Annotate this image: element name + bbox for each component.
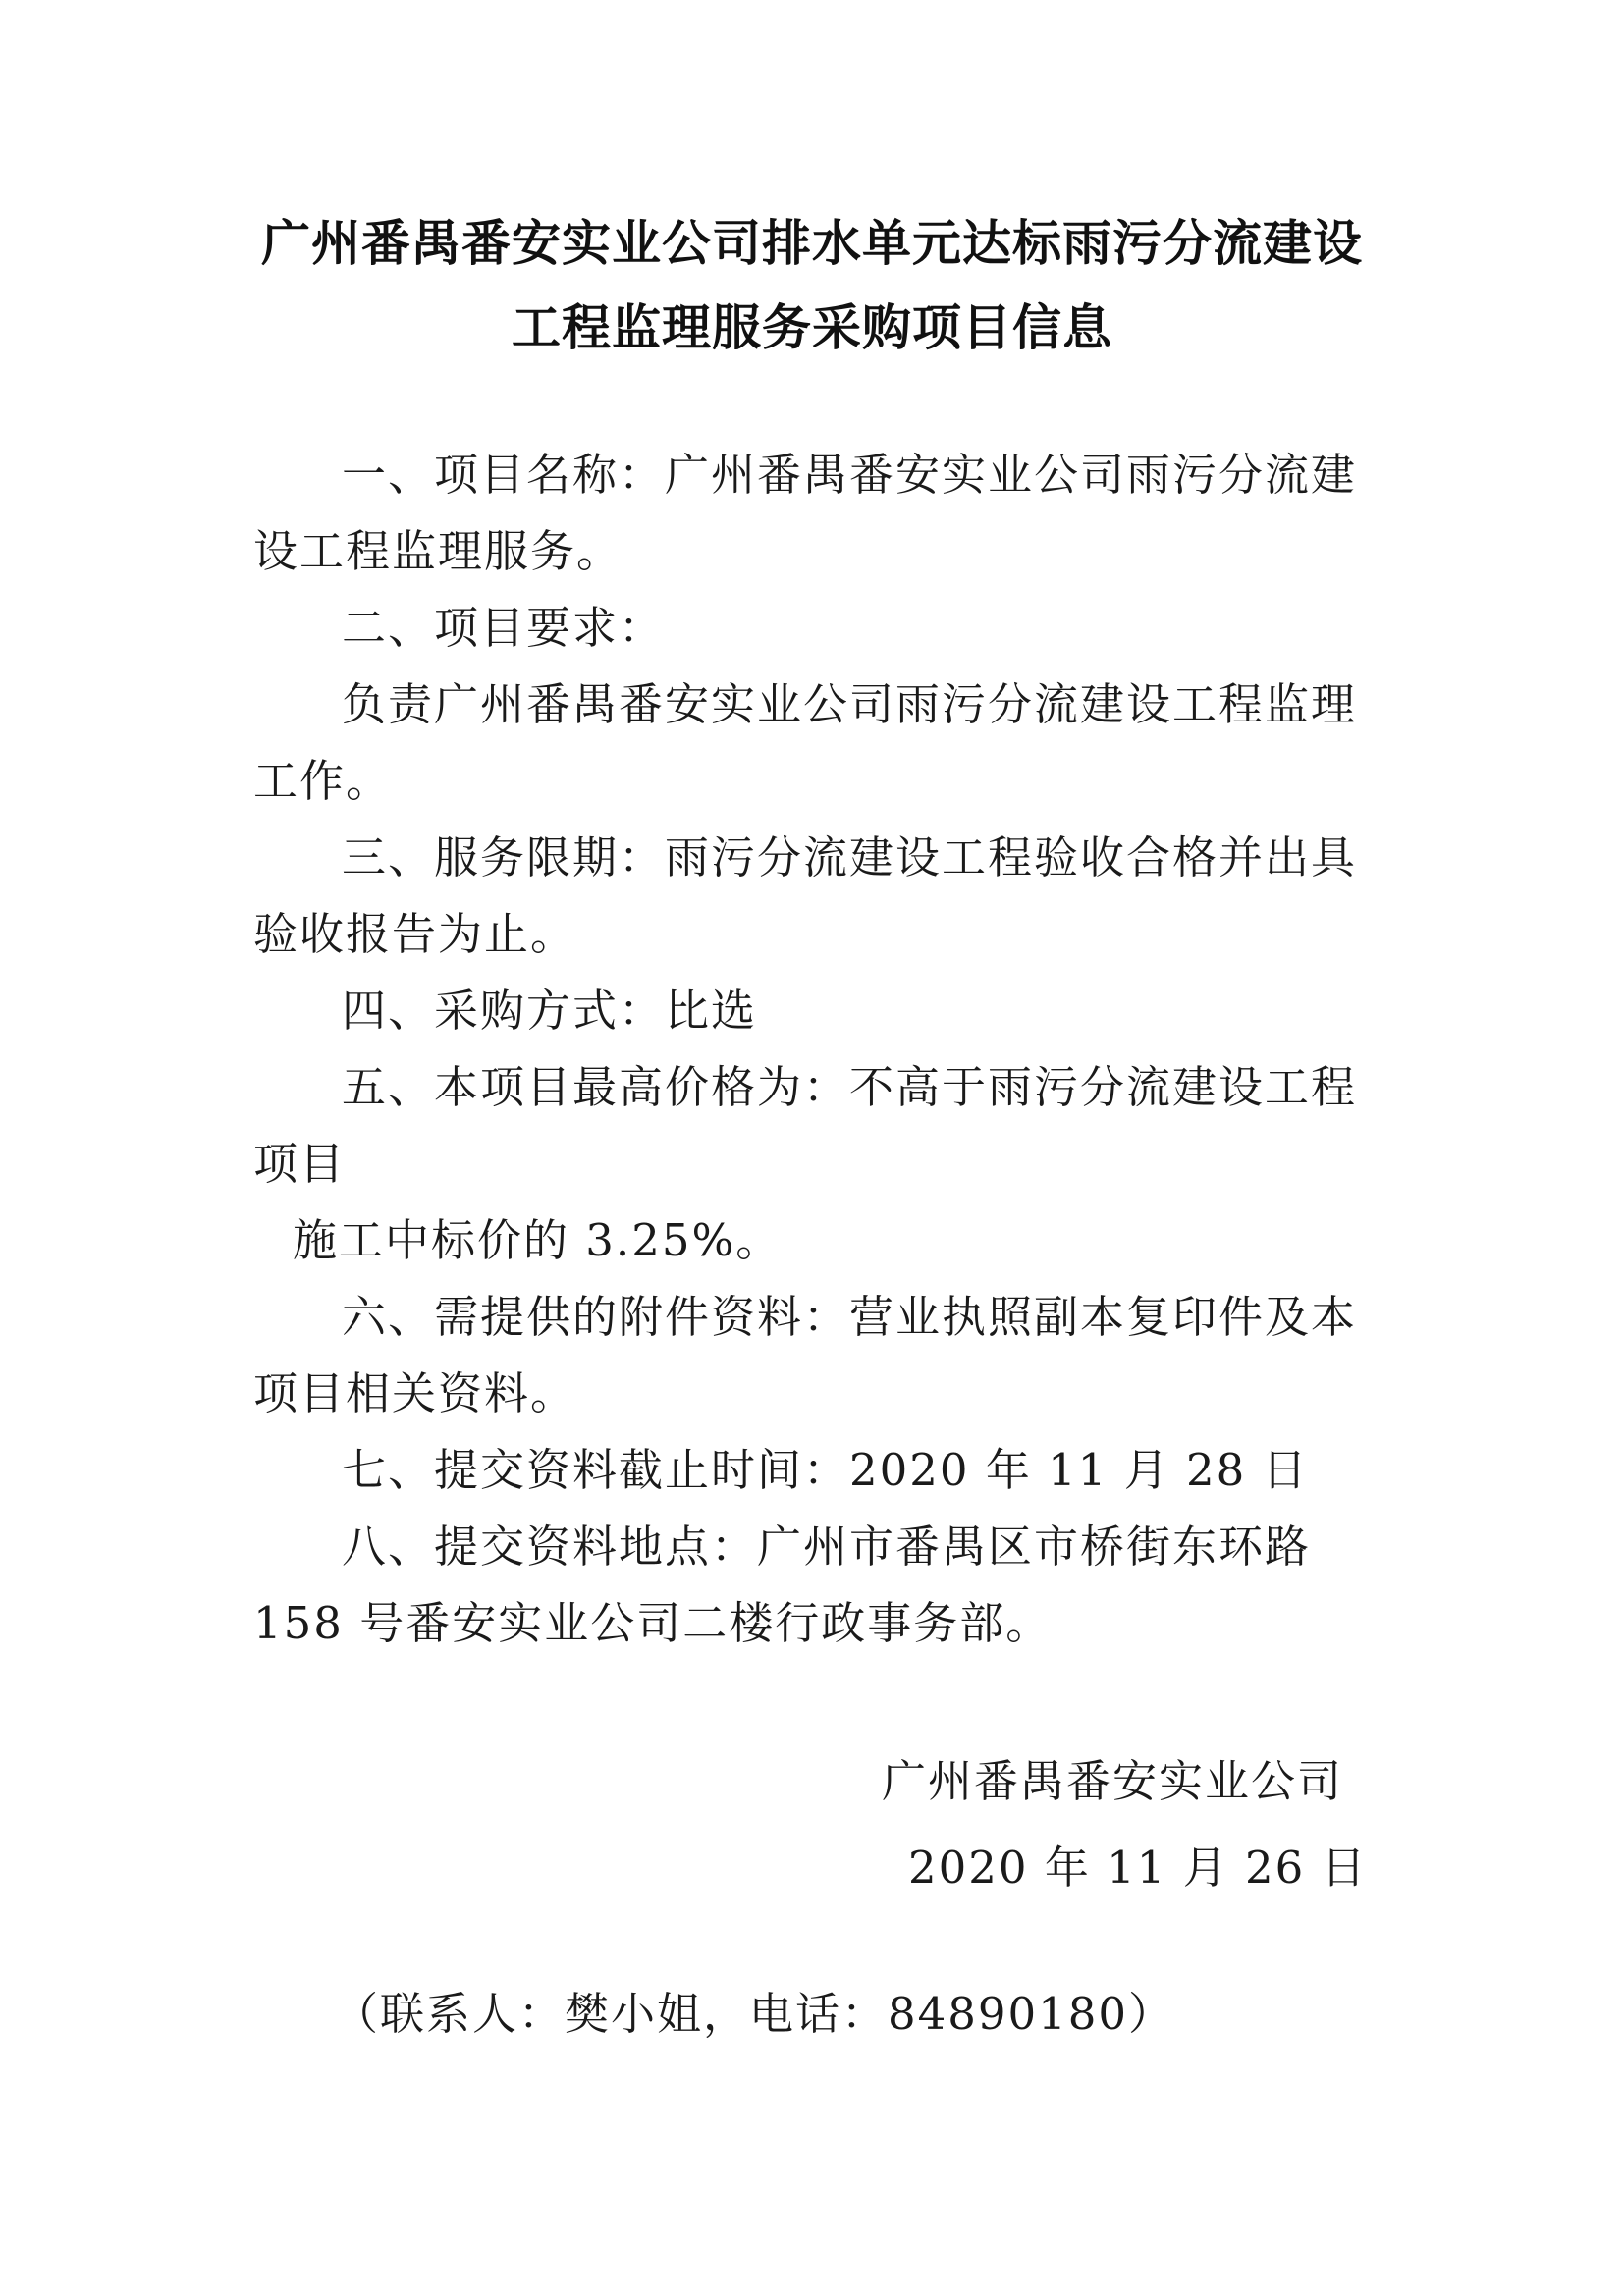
item-service-period: 三、服务限期：雨污分流建设工程验收合格并出具验收报告为止。 (253, 831, 1358, 960)
document-body (253, 437, 1392, 1662)
item-requirements-heading: 二、项目要求： (342, 602, 666, 654)
item-project-name: 一、项目名称：广州番禺番安实业公司雨污分流建设工程监理服务。 (253, 449, 1358, 577)
item-max-price (253, 1049, 1392, 1279)
item-requirements-body: 负责广州番禺番安实业公司雨污分流建设工程监理工作。 (253, 678, 1358, 807)
document-title-line-1: 广州番禺番安实业公司排水单元达标雨污分流建设 (261, 215, 1363, 272)
item-submission-deadline: 七、提交资料截止时间：2020 年 11 月 28 日 (342, 1444, 1309, 1496)
item-max-price-line-2: 施工中标价的 3.25%。 (293, 1214, 783, 1266)
signature-date: 2020 年 11 月 26 日 (908, 1842, 1368, 1894)
item-required-documents: 六、需提供的附件资料：营业执照副本复印件及本项目相关资料。 (253, 1291, 1358, 1419)
document-title-line-2: 工程监理服务采购项目信息 (512, 299, 1112, 356)
item-procurement-method: 四、采购方式：比选 (342, 985, 758, 1037)
signature-organization: 广州番禺番安实业公司 (882, 1755, 1344, 1807)
item-submission-location: 八、提交资料地点：广州市番禺区市桥街东环路 158 号番安实业公司二楼行政事务部。 (253, 1521, 1312, 1649)
contact-info: （联系人：樊小姐，电话：84890180） (334, 1988, 1175, 2040)
item-max-price-line-1: 五、本项目最高价格为：不高于雨污分流建设工程项目 (253, 1061, 1358, 1190)
